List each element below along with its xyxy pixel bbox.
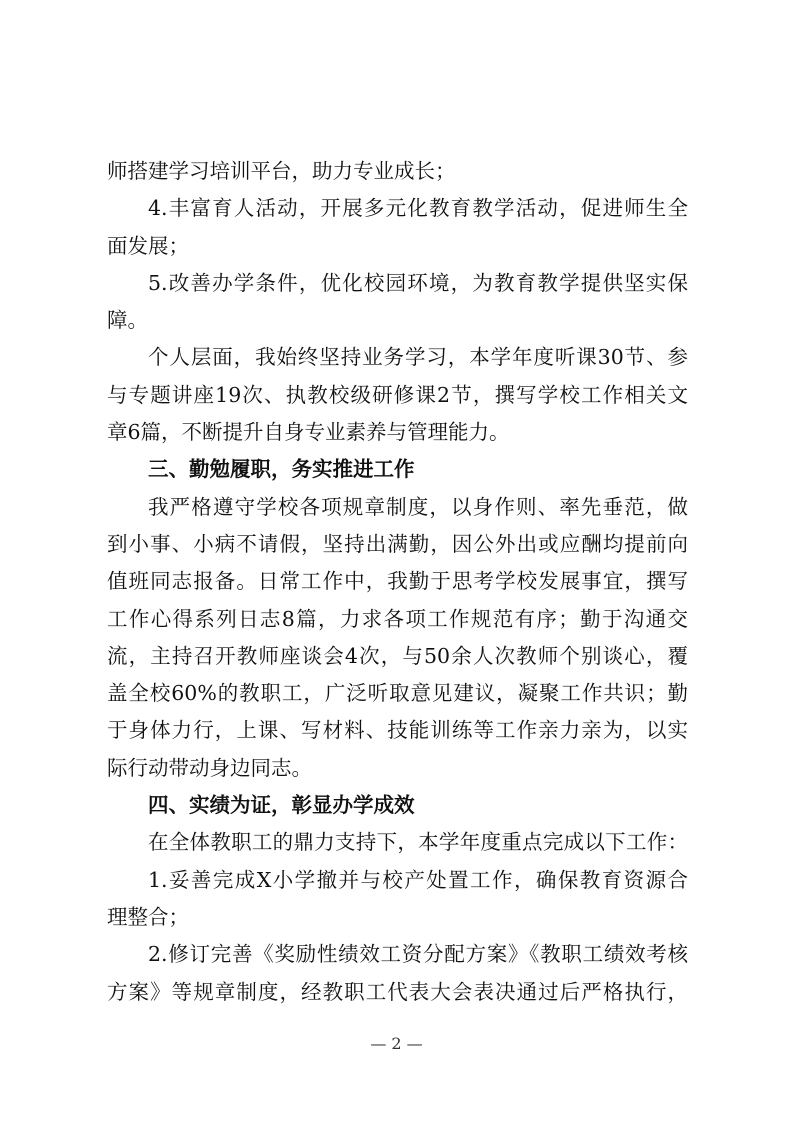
text-line: 盖全校60%的教职工，广泛听取意见建议，凝聚工作共识；勤 [107,681,688,706]
text-line: 师搭建学习培训平台，助力专业成长； [107,159,456,183]
text-line: 4.丰富育人活动，开展多元化教育教学活动，促进师生全 [148,196,688,221]
paragraph [107,265,688,340]
paragraph [107,862,688,937]
text-line: 2.修订完善《奖励性绩效工资分配方案》《教职工绩效考核 [148,942,688,967]
paragraph [107,153,688,190]
text-line: 于身体力行，上课、写材料、技能训练等工作亲力亲为，以实 [107,718,688,743]
text-line: 理整合； [107,904,189,929]
text-line: 四、实绩为证，彰显办学成效 [148,793,415,818]
text-line: 1.妥善完成X小学撤并与校产处置工作，确保教育资源合 [148,867,688,892]
paragraph [107,489,688,787]
text-line: 方案》等规章制度，经教职工代表大会表决通过后严格执行， [107,979,688,1004]
text-line: 章6篇，不断提升自身专业素养与管理能力。 [107,420,510,445]
text-line: 三、勤勉履职，务实推进工作 [148,457,415,482]
text-line: 面发展； [107,233,189,258]
text-line: 5.改善办学条件，优化校园环境，为教育教学提供坚实保 [148,270,688,295]
text-line: 到小事、小病不请假，坚持出满勤，因公外出或应酬均提前向 [107,531,688,556]
text-line: 值班同志报备。日常工作中，我勤于思考学校发展事宜，撰写 [107,569,688,594]
text-line: 个人层面，我始终坚持业务学习，本学年度听课30节、参 [148,345,688,370]
text-line: 工作心得系列日志8篇，力求各项工作规范有序；勤于沟通交 [107,606,688,631]
text-line: 在全体教职工的鼎力支持下，本学年度重点完成以下工作： [148,830,688,855]
text-line: 流，主持召开教师座谈会4次，与50余人次教师个别谈心，覆 [107,643,688,668]
section-heading [107,787,688,824]
paragraph [107,824,688,861]
page-number: — 2 — [370,1034,423,1053]
paragraph [107,936,688,1011]
section-heading [107,451,688,488]
paragraph [107,190,688,265]
document-body [107,153,688,1011]
text-line: 际行动带动身边同志。 [107,755,312,780]
text-line: 我严格遵守学校各项规章制度，以身作则、率先垂范，做 [148,494,688,519]
paragraph [107,339,688,451]
text-line: 与专题讲座19次、执教校级研修课2节，撰写学校工作相关文 [107,382,688,407]
text-line: 障。 [107,308,148,333]
